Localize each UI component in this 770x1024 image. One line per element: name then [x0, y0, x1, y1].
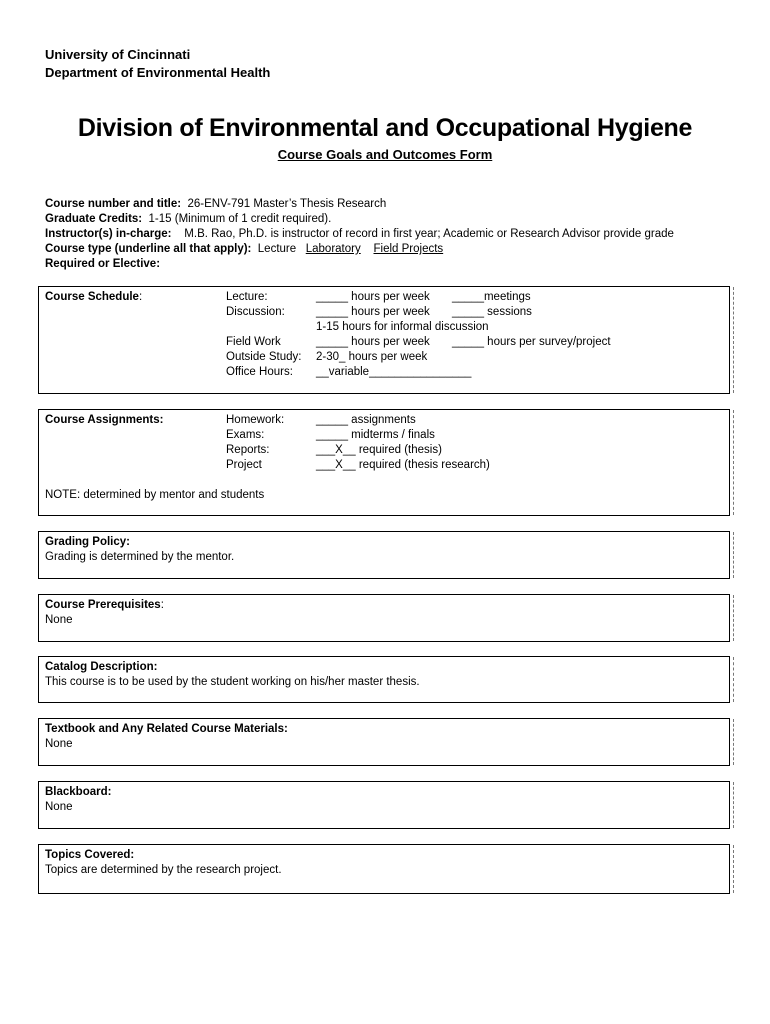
university-name: University of Cincinnati — [45, 47, 191, 62]
course-type-field-projects: Field Projects — [373, 243, 444, 255]
topics-text: Topics are determined by the research project. — [45, 864, 282, 876]
grading-label: Grading Policy: — [45, 536, 130, 548]
catalog-text: This course is to be used by the student working on his/her master thesis. — [45, 676, 420, 688]
course-type-label: Course type (underline all that apply): — [45, 243, 252, 255]
schedule-hours: _____ hours per week — [316, 336, 430, 348]
credits-line — [45, 212, 674, 227]
textbook-box — [38, 718, 730, 766]
schedule-box — [38, 286, 730, 394]
schedule-extra: _____ hours per survey/project — [452, 336, 611, 348]
required-label: Required or Elective: — [45, 258, 161, 270]
assignment-name: Exams: — [226, 429, 265, 441]
credits-value: 1-15 (Minimum of 1 credit required). — [148, 213, 332, 225]
course-number-line — [45, 197, 674, 212]
schedule-hours: 1-15 hours for informal discussion — [316, 321, 489, 333]
course-type-line — [45, 242, 674, 257]
schedule-name: Discussion: — [226, 306, 285, 318]
blackboard-text: None — [45, 801, 73, 813]
schedule-name: Lecture: — [226, 291, 268, 303]
assignment-value: _____ assignments — [316, 414, 416, 426]
course-number-label: Course number and title: — [45, 198, 182, 210]
schedule-name: Outside Study: — [226, 351, 302, 363]
assignments-note: NOTE: determined by mentor and students — [45, 489, 265, 501]
assignment-value: ___X__ required (thesis research) — [316, 459, 490, 471]
instructor-value: M.B. Rao, Ph.D. is instructor of record in first year; Academic or Research Advisor provide grade — [184, 228, 674, 240]
schedule-extra: _____meetings — [452, 291, 531, 303]
schedule-hours: _____ hours per week — [316, 291, 430, 303]
course-type-lecture: Lecture — [257, 243, 297, 255]
course-type-laboratory: Laboratory — [305, 243, 361, 255]
instructor-label: Instructor(s) in-charge: — [45, 228, 172, 240]
blackboard-label: Blackboard: — [45, 786, 112, 798]
grading-text: Grading is determined by the mentor. — [45, 551, 235, 563]
schedule-hours: __variable________________ — [316, 366, 472, 378]
form-subtitle: Course Goals and Outcomes Form — [277, 147, 493, 162]
department-name: Department of Environmental Health — [45, 65, 271, 80]
credits-label: Graduate Credits: — [45, 213, 143, 225]
grading-box — [38, 531, 730, 579]
instructor-line — [45, 227, 674, 242]
textbook-label: Textbook and Any Related Course Materials: — [45, 723, 288, 735]
schedule-hours: 2-30_ hours per week — [316, 351, 428, 363]
prerequisites-text: None — [45, 614, 73, 626]
schedule-extra: _____ sessions — [452, 306, 532, 318]
schedule-name: Office Hours: — [226, 366, 293, 378]
course-info — [45, 197, 674, 272]
catalog-label: Catalog Description: — [45, 661, 158, 673]
assignment-name: Reports: — [226, 444, 270, 456]
assignments-label: Course Assignments: — [45, 414, 164, 426]
required-line — [45, 257, 674, 272]
assignment-value: _____ midterms / finals — [316, 429, 435, 441]
catalog-box — [38, 656, 730, 703]
schedule-label: Course Schedule: — [45, 291, 143, 303]
assignments-box — [38, 409, 730, 516]
textbook-text: None — [45, 738, 73, 750]
prerequisites-box — [38, 594, 730, 642]
assignment-value: ___X__ required (thesis) — [316, 444, 442, 456]
header-institution — [45, 46, 270, 82]
assignment-name: Homework: — [226, 414, 285, 426]
schedule-name: Field Work — [226, 336, 281, 348]
topics-box — [38, 844, 730, 894]
prerequisites-label: Course Prerequisites: — [45, 599, 164, 611]
topics-label: Topics Covered: — [45, 849, 135, 861]
blackboard-box — [38, 781, 730, 829]
course-number-value: 26-ENV-791 Master’s Thesis Research — [187, 198, 387, 210]
assignment-name: Project — [226, 459, 262, 471]
page-title: Division of Environmental and Occupational Hygiene — [77, 114, 693, 142]
schedule-hours: _____ hours per week — [316, 306, 430, 318]
